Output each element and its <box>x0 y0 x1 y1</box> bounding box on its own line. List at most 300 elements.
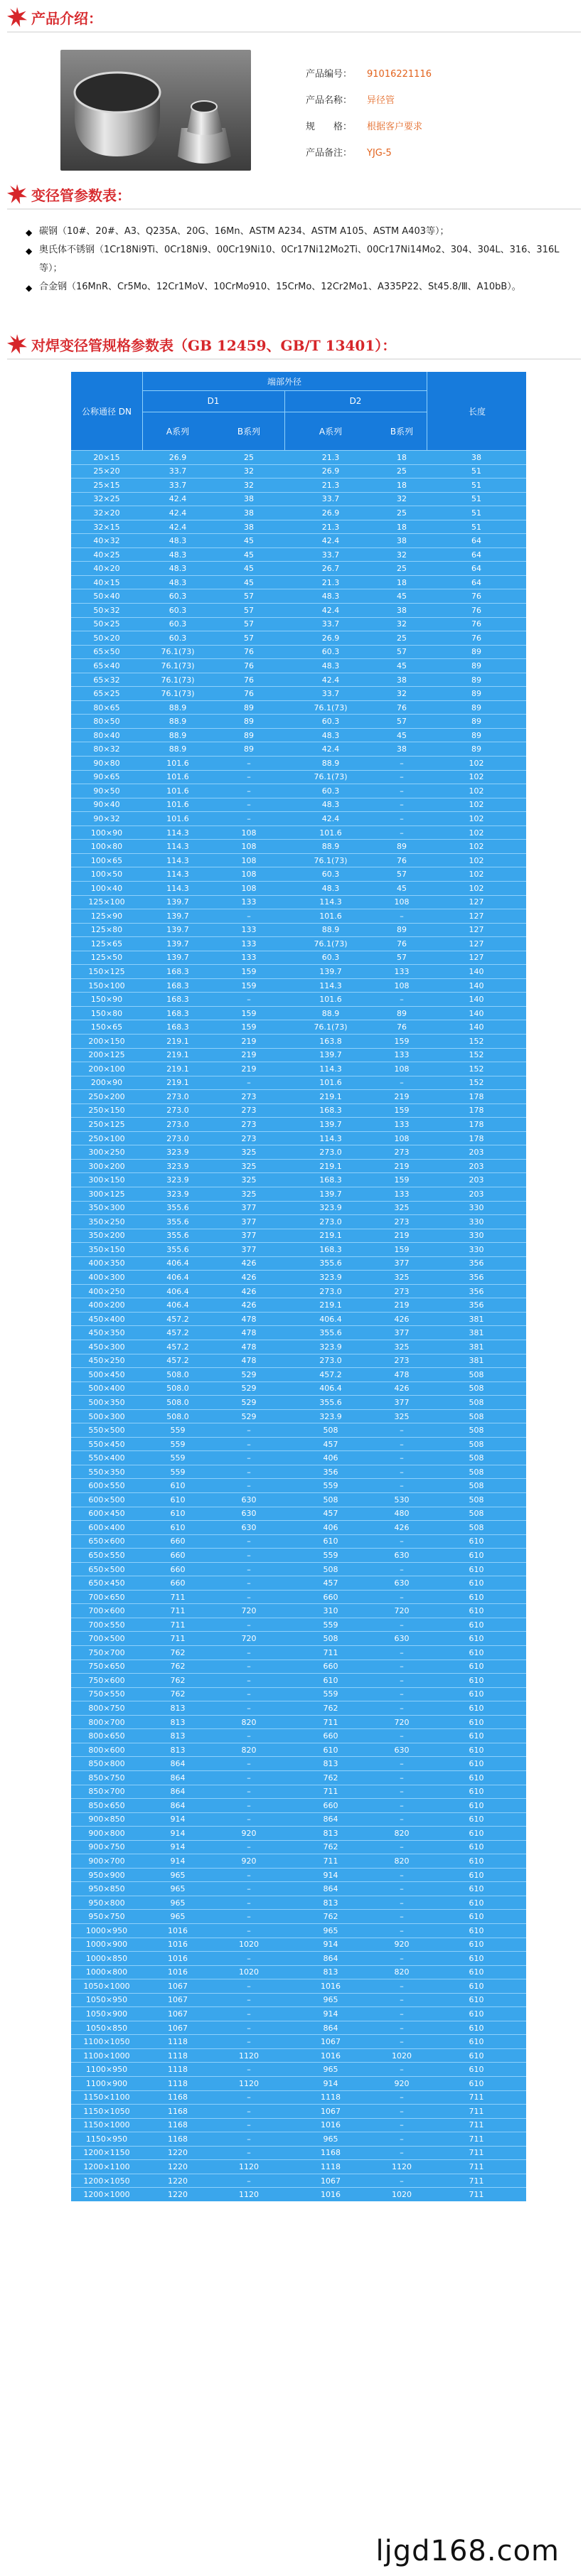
cell-d1-b: – <box>247 1815 251 1824</box>
cell-d2-a: 355.6 <box>319 1397 342 1407</box>
cell-length: 89 <box>471 647 481 657</box>
cell-d1-a: 60.3 <box>169 619 187 629</box>
cell-d1-a: 965 <box>170 1898 186 1908</box>
cell-d2-a: 864 <box>323 2023 338 2033</box>
params-header <box>7 181 131 207</box>
cell-d2-a: 914 <box>323 2078 338 2088</box>
table-row <box>71 1450 526 1465</box>
cell-d2-a: 139.7 <box>319 967 342 976</box>
cell-d1-b: – <box>247 1884 251 1894</box>
cell-d1-b: – <box>247 1564 251 1574</box>
cell-d2-a: 101.6 <box>319 911 342 921</box>
cell-d1-a: 914 <box>170 1856 186 1866</box>
cell-d1-b: 426 <box>241 1300 257 1310</box>
table-row <box>71 1089 526 1103</box>
cell-d1-b: 57 <box>244 592 254 602</box>
cell-d1-a: 559 <box>170 1453 186 1463</box>
cell-d2-b: – <box>400 828 404 838</box>
cell-dn: 80×40 <box>93 730 120 740</box>
cell-d1-a: 965 <box>170 1870 186 1880</box>
cell-d1-a: 323.9 <box>166 1175 189 1185</box>
cell-d1-b: 133 <box>241 897 257 907</box>
cell-d2-b: – <box>400 1675 404 1685</box>
cell-dn: 400×350 <box>88 1258 125 1268</box>
table-row <box>71 714 526 728</box>
cell-d1-a: 323.9 <box>166 1148 189 1158</box>
cell-length: 127 <box>469 897 484 907</box>
cell-d1-b: 76 <box>244 647 254 657</box>
cell-d2-b: – <box>400 2037 404 2047</box>
cell-d2-b: 32 <box>397 619 407 629</box>
cell-d2-a: 1118 <box>321 2162 341 2172</box>
cell-d1-b: – <box>247 2009 251 2019</box>
cell-d1-a: 864 <box>170 1800 186 1810</box>
table-row <box>71 756 526 770</box>
cell-d2-a: 88.9 <box>321 925 340 935</box>
cell-d2-b: 18 <box>397 452 407 462</box>
cell-d1-a: 33.7 <box>169 466 187 476</box>
cell-d2-a: 864 <box>323 1884 338 1894</box>
cell-d2-a: 323.9 <box>319 1342 342 1352</box>
cell-d1-b: – <box>247 1759 251 1769</box>
cell-d2-b: 530 <box>394 1495 410 1505</box>
cell-d2-a: 21.3 <box>321 480 340 490</box>
table-body <box>71 450 526 2201</box>
cell-length: 51 <box>471 494 481 504</box>
cell-length: 508 <box>469 1453 484 1463</box>
cell-d2-a: 76.1(73) <box>314 1022 348 1032</box>
cell-d2-b: – <box>400 1662 404 1672</box>
cell-dn: 1000×850 <box>85 1953 128 1963</box>
cell-dn: 450×250 <box>88 1356 125 1366</box>
cell-dn: 500×300 <box>88 1411 125 1421</box>
cell-d1-a: 508.0 <box>166 1369 189 1379</box>
cell-length: 610 <box>469 1578 484 1588</box>
cell-d1-b: 159 <box>241 1022 257 1032</box>
cell-d2-b: – <box>400 1981 404 1991</box>
cell-d1-b: 25 <box>244 452 254 462</box>
cell-d2-a: 1067 <box>321 2037 341 2047</box>
cell-d1-b: 76 <box>244 689 254 699</box>
cell-d2-b: – <box>400 1481 404 1491</box>
cell-d1-a: 219.1 <box>166 1050 189 1060</box>
table-row <box>71 1785 526 1799</box>
cell-length: 102 <box>469 786 484 796</box>
cell-d2-b: – <box>400 1564 404 1574</box>
cell-d1-a: 457.2 <box>166 1314 189 1324</box>
cell-d2-a: 711 <box>323 1647 338 1657</box>
cell-dn: 800×750 <box>88 1703 125 1713</box>
product-number-row: 产品编号： 91016221116 <box>306 69 432 80</box>
cell-dn: 1050×1000 <box>83 1981 130 1991</box>
header-d2: D2 <box>284 390 427 412</box>
cell-d2-b: 325 <box>394 1342 410 1352</box>
cell-dn: 200×90 <box>90 1078 123 1088</box>
cell-length: 508 <box>469 1495 484 1505</box>
cell-d1-b: 377 <box>241 1244 257 1254</box>
cell-d1-a: 965 <box>170 1884 186 1894</box>
cell-d2-a: 33.7 <box>321 494 340 504</box>
cell-d2-a: 114.3 <box>319 897 342 907</box>
cell-d2-a: 219.1 <box>319 1300 342 1310</box>
cell-dn: 700×550 <box>88 1620 125 1630</box>
cell-length: 64 <box>471 536 481 546</box>
cell-d1-a: 139.7 <box>166 897 189 907</box>
cell-d1-a: 610 <box>170 1495 186 1505</box>
header-d2-b: B系列 <box>390 426 414 437</box>
cell-d1-a: 1220 <box>168 2162 188 2172</box>
cell-d2-b: – <box>400 786 404 796</box>
table-row <box>71 1229 526 1243</box>
cell-d2-b: 377 <box>394 1397 410 1407</box>
cell-d2-b: 45 <box>397 592 407 602</box>
cell-dn: 450×350 <box>88 1328 125 1338</box>
cell-dn: 40×25 <box>93 550 120 560</box>
cell-length: 610 <box>469 1620 484 1630</box>
divider <box>7 358 581 360</box>
cell-d1-a: 1016 <box>168 1953 188 1963</box>
cell-dn: 850×650 <box>88 1800 125 1810</box>
cell-dn: 200×100 <box>88 1064 125 1074</box>
cell-length: 610 <box>469 1967 484 1977</box>
cell-d2-b: 32 <box>397 494 407 504</box>
cell-d2-a: 457 <box>323 1509 338 1519</box>
cell-d2-a: 406.4 <box>319 1314 342 1324</box>
cell-dn: 500×450 <box>88 1369 125 1379</box>
table-row <box>71 1631 526 1645</box>
cell-d1-b: – <box>247 1689 251 1699</box>
table-row <box>71 1020 526 1034</box>
cell-d2-a: 76.1(73) <box>314 939 348 948</box>
cell-d1-b: 325 <box>241 1161 257 1171</box>
cell-d2-b: – <box>400 1925 404 1935</box>
cell-length: 102 <box>469 855 484 865</box>
cell-d2-a: 101.6 <box>319 995 342 1005</box>
cell-length: 356 <box>469 1300 484 1310</box>
cell-dn: 150×65 <box>90 1022 123 1032</box>
cell-d1-b: 159 <box>241 967 257 976</box>
cell-dn: 700×600 <box>88 1606 125 1616</box>
table-row <box>71 1868 526 1882</box>
cell-d1-a: 101.6 <box>166 786 189 796</box>
cell-d2-b: 920 <box>394 2078 410 2088</box>
cell-d1-a: 508.0 <box>166 1384 189 1394</box>
cell-length: 610 <box>469 2051 484 2061</box>
cell-d1-a: 76.1(73) <box>161 661 195 670</box>
table-row <box>71 2174 526 2188</box>
cell-d1-a: 101.6 <box>166 800 189 810</box>
cell-d1-b: – <box>247 2148 251 2158</box>
cell-d2-a: 762 <box>323 1773 338 1783</box>
cell-d1-b: 820 <box>241 1745 257 1755</box>
cell-d1-b: – <box>247 1078 251 1088</box>
burst-star-icon <box>7 334 27 354</box>
table-row <box>71 770 526 784</box>
cell-d2-b: 57 <box>397 870 407 880</box>
cell-d2-a: 21.3 <box>321 522 340 532</box>
material-item: 碳钢（10#、20#、A3、Q235A、20G、16Mn、ASTM A234、ASTM A105、ASTM A403等）； <box>39 226 449 237</box>
cell-d2-a: 42.4 <box>321 744 340 754</box>
cell-length: 610 <box>469 1647 484 1657</box>
table-row <box>71 1034 526 1048</box>
table-row <box>71 936 526 951</box>
cell-length: 89 <box>471 730 481 740</box>
cell-length: 38 <box>471 452 481 462</box>
cell-length: 178 <box>469 1106 484 1116</box>
cell-dn: 65×40 <box>93 661 120 670</box>
table-row <box>71 1117 526 1131</box>
cell-d2-a: 508 <box>323 1634 338 1644</box>
cell-d2-a: 711 <box>323 1717 338 1727</box>
header-d1-b: B系列 <box>213 412 285 450</box>
cell-d2-a: 965 <box>323 1995 338 2005</box>
cell-d1-b: 630 <box>241 1495 257 1505</box>
cell-d2-a: 559 <box>323 1689 338 1699</box>
cell-d1-b: – <box>247 1703 251 1713</box>
cell-dn: 125×100 <box>88 897 125 907</box>
cell-d2-a: 273.0 <box>319 1356 342 1366</box>
cell-length: 508 <box>469 1481 484 1491</box>
cell-d2-a: 660 <box>323 1800 338 1810</box>
cell-d1-b: – <box>247 1439 251 1449</box>
cell-length: 610 <box>469 1606 484 1616</box>
table-row <box>71 1507 526 1521</box>
cell-d1-b: – <box>247 2023 251 2033</box>
table-row <box>71 1798 526 1812</box>
table-header <box>71 372 526 450</box>
cell-length: 127 <box>469 925 484 935</box>
cell-d1-b: – <box>247 1995 251 2005</box>
table-row <box>71 1354 526 1368</box>
cell-dn: 50×32 <box>93 605 120 615</box>
cell-dn: 1050×850 <box>85 2023 128 2033</box>
table-row <box>71 2034 526 2048</box>
cell-dn: 32×20 <box>93 508 120 518</box>
cell-d2-b: – <box>400 1536 404 1546</box>
cell-dn: 1100×1000 <box>83 2051 130 2061</box>
cell-length: 102 <box>469 883 484 893</box>
cell-d1-a: 48.3 <box>169 536 187 546</box>
cell-length: 64 <box>471 550 481 560</box>
cell-d2-b: 426 <box>394 1314 410 1324</box>
cell-d1-a: 219.1 <box>166 1036 189 1046</box>
cell-d1-b: 920 <box>241 1828 257 1838</box>
cell-d2-b: 133 <box>394 1189 410 1199</box>
cell-d2-b: – <box>400 1884 404 1894</box>
cell-d2-b: 219 <box>394 1300 410 1310</box>
cell-dn: 125×90 <box>90 911 123 921</box>
cell-d1-a: 711 <box>170 1620 186 1630</box>
cell-d1-a: 1168 <box>168 2093 188 2102</box>
table-row <box>71 1534 526 1549</box>
cell-length: 711 <box>469 2190 484 2200</box>
cell-dn: 650×500 <box>88 1564 125 1574</box>
table-row <box>71 1993 526 2007</box>
cell-d2-b: 76 <box>397 1022 407 1032</box>
cell-d1-a: 406.4 <box>166 1258 189 1268</box>
cell-d1-a: 139.7 <box>166 939 189 948</box>
cell-d2-b: 377 <box>394 1258 410 1268</box>
cell-d2-a: 26.9 <box>321 633 340 643</box>
cell-d2-a: 406.4 <box>319 1384 342 1394</box>
cell-d1-b: 133 <box>241 953 257 963</box>
cell-d2-b: – <box>400 1898 404 1908</box>
cell-d1-a: 559 <box>170 1426 186 1436</box>
cell-length: 610 <box>469 1898 484 1908</box>
cell-d1-b: 89 <box>244 744 254 754</box>
cell-length: 330 <box>469 1203 484 1213</box>
cell-d1-a: 813 <box>170 1703 186 1713</box>
cell-dn: 1000×950 <box>85 1925 128 1935</box>
cell-d1-b: 273 <box>241 1133 257 1143</box>
cell-length: 76 <box>471 633 481 643</box>
table-row <box>71 1312 526 1326</box>
cell-length: 610 <box>469 1689 484 1699</box>
cell-d2-b: – <box>400 1703 404 1713</box>
cell-d1-b: 219 <box>241 1036 257 1046</box>
cell-d1-a: 88.9 <box>169 730 187 740</box>
cell-d1-b: 45 <box>244 564 254 574</box>
table-row <box>71 617 526 631</box>
table-row <box>71 1909 526 1923</box>
cell-length: 610 <box>469 2078 484 2088</box>
cell-length: 102 <box>469 758 484 768</box>
cell-d1-a: 33.7 <box>169 480 187 490</box>
cell-dn: 100×80 <box>90 842 123 852</box>
cell-dn: 450×300 <box>88 1342 125 1352</box>
cell-d2-a: 457 <box>323 1578 338 1588</box>
cell-length: 610 <box>469 1675 484 1685</box>
cell-d2-a: 26.9 <box>321 466 340 476</box>
cell-d1-b: 720 <box>241 1634 257 1644</box>
cell-d1-a: 42.4 <box>169 494 187 504</box>
cell-dn: 750×550 <box>88 1689 125 1699</box>
cell-d1-b: – <box>247 1481 251 1491</box>
table-row <box>71 978 526 993</box>
cell-dn: 350×250 <box>88 1217 125 1226</box>
cell-length: 610 <box>469 2009 484 2019</box>
cell-d1-a: 406.4 <box>166 1300 189 1310</box>
cell-length: 508 <box>469 1384 484 1394</box>
cell-d2-a: 355.6 <box>319 1258 342 1268</box>
table-row <box>71 645 526 659</box>
table-row <box>71 673 526 687</box>
spec-table <box>71 372 526 2201</box>
cell-d1-a: 168.3 <box>166 1022 189 1032</box>
cell-d2-a: 508 <box>323 1495 338 1505</box>
cell-d2-b: – <box>400 2134 404 2144</box>
cell-length: 51 <box>471 480 481 490</box>
product-note-row: 产品备注： YJG-5 <box>306 148 392 159</box>
table-row <box>71 798 526 812</box>
cell-d2-a: 1016 <box>321 2120 341 2130</box>
table-row <box>71 881 526 895</box>
table-row <box>71 1062 526 1076</box>
cell-length: 356 <box>469 1286 484 1296</box>
cell-dn: 100×40 <box>90 883 123 893</box>
cell-length: 610 <box>469 2065 484 2075</box>
cell-d1-a: 88.9 <box>169 702 187 712</box>
table-row <box>71 1145 526 1159</box>
cell-d1-a: 1016 <box>168 1940 188 1950</box>
cell-d1-b: 108 <box>241 855 257 865</box>
cell-d2-b: 108 <box>394 1133 410 1143</box>
cell-d1-a: 219.1 <box>166 1064 189 1074</box>
table-row <box>71 2132 526 2146</box>
cell-d2-a: 48.3 <box>321 730 340 740</box>
cell-length: 152 <box>469 1036 484 1046</box>
cell-dn: 1050×900 <box>85 2009 128 2019</box>
cell-dn: 400×250 <box>88 1286 125 1296</box>
cell-d1-b: 377 <box>241 1231 257 1241</box>
cell-d1-b: – <box>247 1550 251 1560</box>
cell-length: 508 <box>469 1467 484 1477</box>
table-row <box>71 951 526 965</box>
cell-d1-b: – <box>247 2176 251 2186</box>
cell-d2-a: 508 <box>323 1564 338 1574</box>
cell-dn: 250×150 <box>88 1106 125 1116</box>
cell-d1-b: 89 <box>244 730 254 740</box>
cell-dn: 80×50 <box>93 717 120 727</box>
cell-d2-b: 45 <box>397 883 407 893</box>
table-row <box>71 784 526 798</box>
cell-d2-b: – <box>400 772 404 782</box>
cell-d1-a: 864 <box>170 1787 186 1797</box>
cell-dn: 650×450 <box>88 1578 125 1588</box>
cell-d1-b: 920 <box>241 1856 257 1866</box>
table-row <box>71 728 526 742</box>
cell-d1-b: 76 <box>244 675 254 685</box>
cell-length: 51 <box>471 508 481 518</box>
cell-dn: 450×400 <box>88 1314 125 1324</box>
cell-d2-b: 920 <box>394 1940 410 1950</box>
cell-d1-b: 57 <box>244 633 254 643</box>
burst-star-icon <box>7 7 27 27</box>
table-row <box>71 1951 526 1965</box>
cell-d2-a: 33.7 <box>321 619 340 629</box>
table-row <box>71 811 526 825</box>
cell-d1-a: 610 <box>170 1481 186 1491</box>
cell-d2-a: 60.3 <box>321 647 340 657</box>
table-row <box>71 1325 526 1340</box>
table-row <box>71 1979 526 1993</box>
cell-dn: 750×650 <box>88 1662 125 1672</box>
cell-d2-a: 101.6 <box>319 828 342 838</box>
cell-d2-b: 133 <box>394 1050 410 1060</box>
cell-length: 140 <box>469 1022 484 1032</box>
cell-dn: 1100×900 <box>85 2078 128 2088</box>
table-row <box>71 700 526 715</box>
cell-d1-b: – <box>247 1467 251 1477</box>
cell-d2-b: 32 <box>397 550 407 560</box>
cell-d2-b: 630 <box>394 1745 410 1755</box>
cell-d2-a: 355.6 <box>319 1328 342 1338</box>
table-row <box>71 506 526 520</box>
table-row <box>71 464 526 479</box>
cell-length: 102 <box>469 800 484 810</box>
cell-length: 610 <box>469 1828 484 1838</box>
cell-dn: 650×550 <box>88 1550 125 1560</box>
cell-d2-a: 965 <box>323 2134 338 2144</box>
cell-d2-a: 1118 <box>321 2093 341 2102</box>
cell-d2-b: – <box>400 1453 404 1463</box>
cell-dn: 300×250 <box>88 1148 125 1158</box>
cell-d2-b: – <box>400 813 404 823</box>
cell-length: 152 <box>469 1064 484 1074</box>
cell-d1-b: – <box>247 1912 251 1922</box>
cell-d2-a: 813 <box>323 1759 338 1769</box>
cell-dn: 1150×1050 <box>83 2106 130 2116</box>
